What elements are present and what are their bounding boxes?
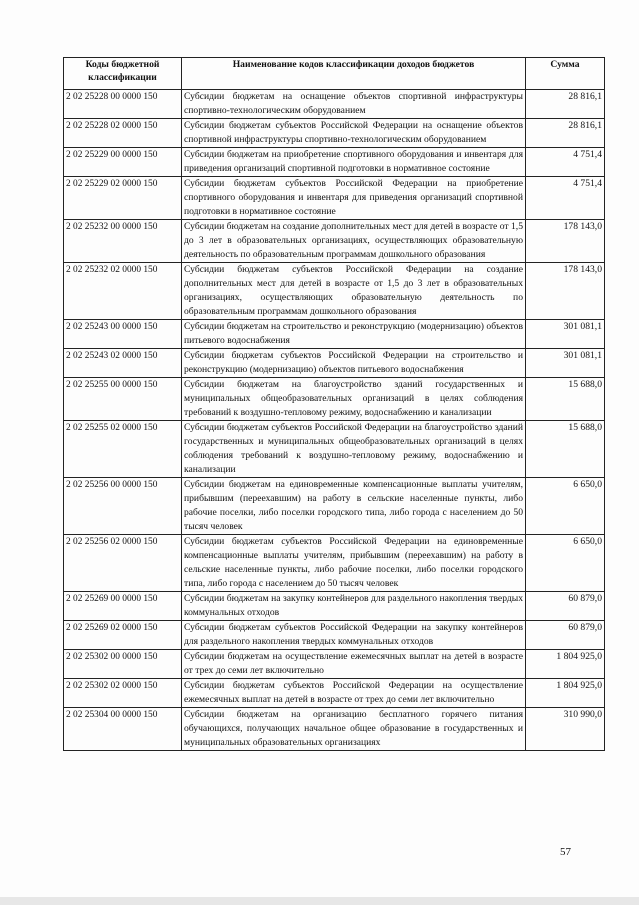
table-row — [64, 148, 605, 177]
header-code: Коды бюджетной классификации — [64, 58, 182, 90]
row-code: 2 02 25232 00 0000 150 — [64, 220, 182, 263]
row-name: Субсидии бюджетам на благоустройство зданий государственных и муниципальных общеобразовательных организаций в целях соблюдения требований к воздушно-тепловому режиму, водоснабжению и канализации — [182, 378, 526, 421]
row-name: Субсидии бюджетам на осуществление ежемесячных выплат на детей в возрасте от трех до семи лет включительно — [182, 650, 526, 679]
row-sum: 1 804 925,0 — [526, 650, 605, 679]
row-code: 2 02 25228 02 0000 150 — [64, 119, 182, 148]
table-row — [64, 708, 605, 751]
row-name: Субсидии бюджетам на закупку контейнеров для раздельного накопления твердых коммунальных отходов — [182, 592, 526, 621]
row-name: Субсидии бюджетам субъектов Российской Федерации на оснащение объектов спортивной инфраструктуры спортивно-технологическим оборудованием — [182, 119, 526, 148]
row-name: Субсидии бюджетам на строительство и реконструкцию (модернизацию) объектов питьевого водоснабжения — [182, 320, 526, 349]
row-sum: 60 879,0 — [526, 621, 605, 650]
row-name: Субсидии бюджетам на единовременные компенсационные выплаты учителям, прибывшим (переехавшим) на работу в сельские населенные пункты, либо рабочие поселки, либо поселки городского типа, либо города с населением до 50 тысяч человек — [182, 478, 526, 535]
table-row — [64, 421, 605, 478]
row-sum: 28 816,1 — [526, 90, 605, 119]
row-sum: 1 804 925,0 — [526, 679, 605, 708]
row-sum: 15 688,0 — [526, 421, 605, 478]
row-name: Субсидии бюджетам на приобретение спортивного оборудования и инвентаря для приведения организаций спортивной подготовки в нормативное состояние — [182, 148, 526, 177]
table-row — [64, 220, 605, 263]
table-row — [64, 478, 605, 535]
row-code: 2 02 25232 02 0000 150 — [64, 263, 182, 320]
header-name: Наименование кодов классификации доходов бюджетов — [182, 58, 526, 90]
row-code: 2 02 25256 02 0000 150 — [64, 535, 182, 592]
row-name: Субсидии бюджетам субъектов Российской Федерации на осуществление ежемесячных выплат на детей в возрасте от трех до семи лет включительно — [182, 679, 526, 708]
row-sum: 28 816,1 — [526, 119, 605, 148]
scan-edge — [0, 897, 639, 905]
row-sum: 6 650,0 — [526, 535, 605, 592]
table-row — [64, 679, 605, 708]
row-sum: 60 879,0 — [526, 592, 605, 621]
row-code: 2 02 25302 02 0000 150 — [64, 679, 182, 708]
row-name: Субсидии бюджетам субъектов Российской Федерации на приобретение спортивного оборудования и инвентаря для приведения организаций спортивной подготовки в нормативное состояние — [182, 177, 526, 220]
row-sum: 178 143,0 — [526, 263, 605, 320]
row-code: 2 02 25243 00 0000 150 — [64, 320, 182, 349]
row-sum: 4 751,4 — [526, 148, 605, 177]
row-name: Субсидии бюджетам субъектов Российской Федерации на строительство и реконструкцию (модернизацию) объектов питьевого водоснабжения — [182, 349, 526, 378]
table-row — [64, 650, 605, 679]
table-header-row — [64, 58, 605, 90]
row-name: Субсидии бюджетам субъектов Российской Федерации на создание дополнительных мест для детей в возрасте от 1,5 до 3 лет в образовательных организациях, осуществляющих образовательную деятельность по образовательным программам дошкольного образования — [182, 263, 526, 320]
row-sum: 178 143,0 — [526, 220, 605, 263]
table-row — [64, 535, 605, 592]
row-name: Субсидии бюджетам на организацию бесплатного горячего питания обучающихся, получающих начальное общее образование в государственных и муниципальных образовательных организациях — [182, 708, 526, 751]
row-code: 2 02 25269 00 0000 150 — [64, 592, 182, 621]
row-name: Субсидии бюджетам субъектов Российской Федерации на единовременные компенсационные выплаты учителям, прибывшим (переехавшим) на работу в сельские населенные пункты, либо рабочие поселки, либо поселки городского типа, либо города с населением до 50 тысяч человек — [182, 535, 526, 592]
row-name: Субсидии бюджетам субъектов Российской Федерации на закупку контейнеров для раздельного накопления твердых коммунальных отходов — [182, 621, 526, 650]
row-code: 2 02 25255 02 0000 150 — [64, 421, 182, 478]
row-code: 2 02 25228 00 0000 150 — [64, 90, 182, 119]
row-code: 2 02 25255 00 0000 150 — [64, 378, 182, 421]
row-code: 2 02 25256 00 0000 150 — [64, 478, 182, 535]
page-number: 57 — [560, 846, 571, 858]
row-code: 2 02 25229 02 0000 150 — [64, 177, 182, 220]
row-code: 2 02 25302 00 0000 150 — [64, 650, 182, 679]
row-code: 2 02 25304 00 0000 150 — [64, 708, 182, 751]
row-sum: 301 081,1 — [526, 320, 605, 349]
row-sum: 301 081,1 — [526, 349, 605, 378]
table-row — [64, 349, 605, 378]
row-name: Субсидии бюджетам субъектов Российской Федерации на благоустройство зданий государственных и муниципальных общеобразовательных организаций в целях соблюдения требований к воздушно-тепловому режиму, водоснабжению и канализации — [182, 421, 526, 478]
row-sum: 15 688,0 — [526, 378, 605, 421]
row-code: 2 02 25229 00 0000 150 — [64, 148, 182, 177]
table-row — [64, 119, 605, 148]
table-row — [64, 263, 605, 320]
row-code: 2 02 25269 02 0000 150 — [64, 621, 182, 650]
row-code: 2 02 25243 02 0000 150 — [64, 349, 182, 378]
row-sum: 310 990,0 — [526, 708, 605, 751]
table-row — [64, 90, 605, 119]
table-row — [64, 320, 605, 349]
table-body — [64, 90, 605, 751]
table-row — [64, 592, 605, 621]
table-row — [64, 177, 605, 220]
row-name: Субсидии бюджетам на создание дополнительных мест для детей в возрасте от 1,5 до 3 лет в образовательных организациях, осуществляющих образовательную деятельность по образовательным программам дошкольного образования — [182, 220, 526, 263]
budget-classification-table — [63, 57, 605, 751]
row-sum: 6 650,0 — [526, 478, 605, 535]
table-row — [64, 621, 605, 650]
table-row — [64, 378, 605, 421]
row-name: Субсидии бюджетам на оснащение объектов спортивной инфраструктуры спортивно-технологическим оборудованием — [182, 90, 526, 119]
row-sum: 4 751,4 — [526, 177, 605, 220]
header-sum: Сумма — [526, 58, 605, 90]
